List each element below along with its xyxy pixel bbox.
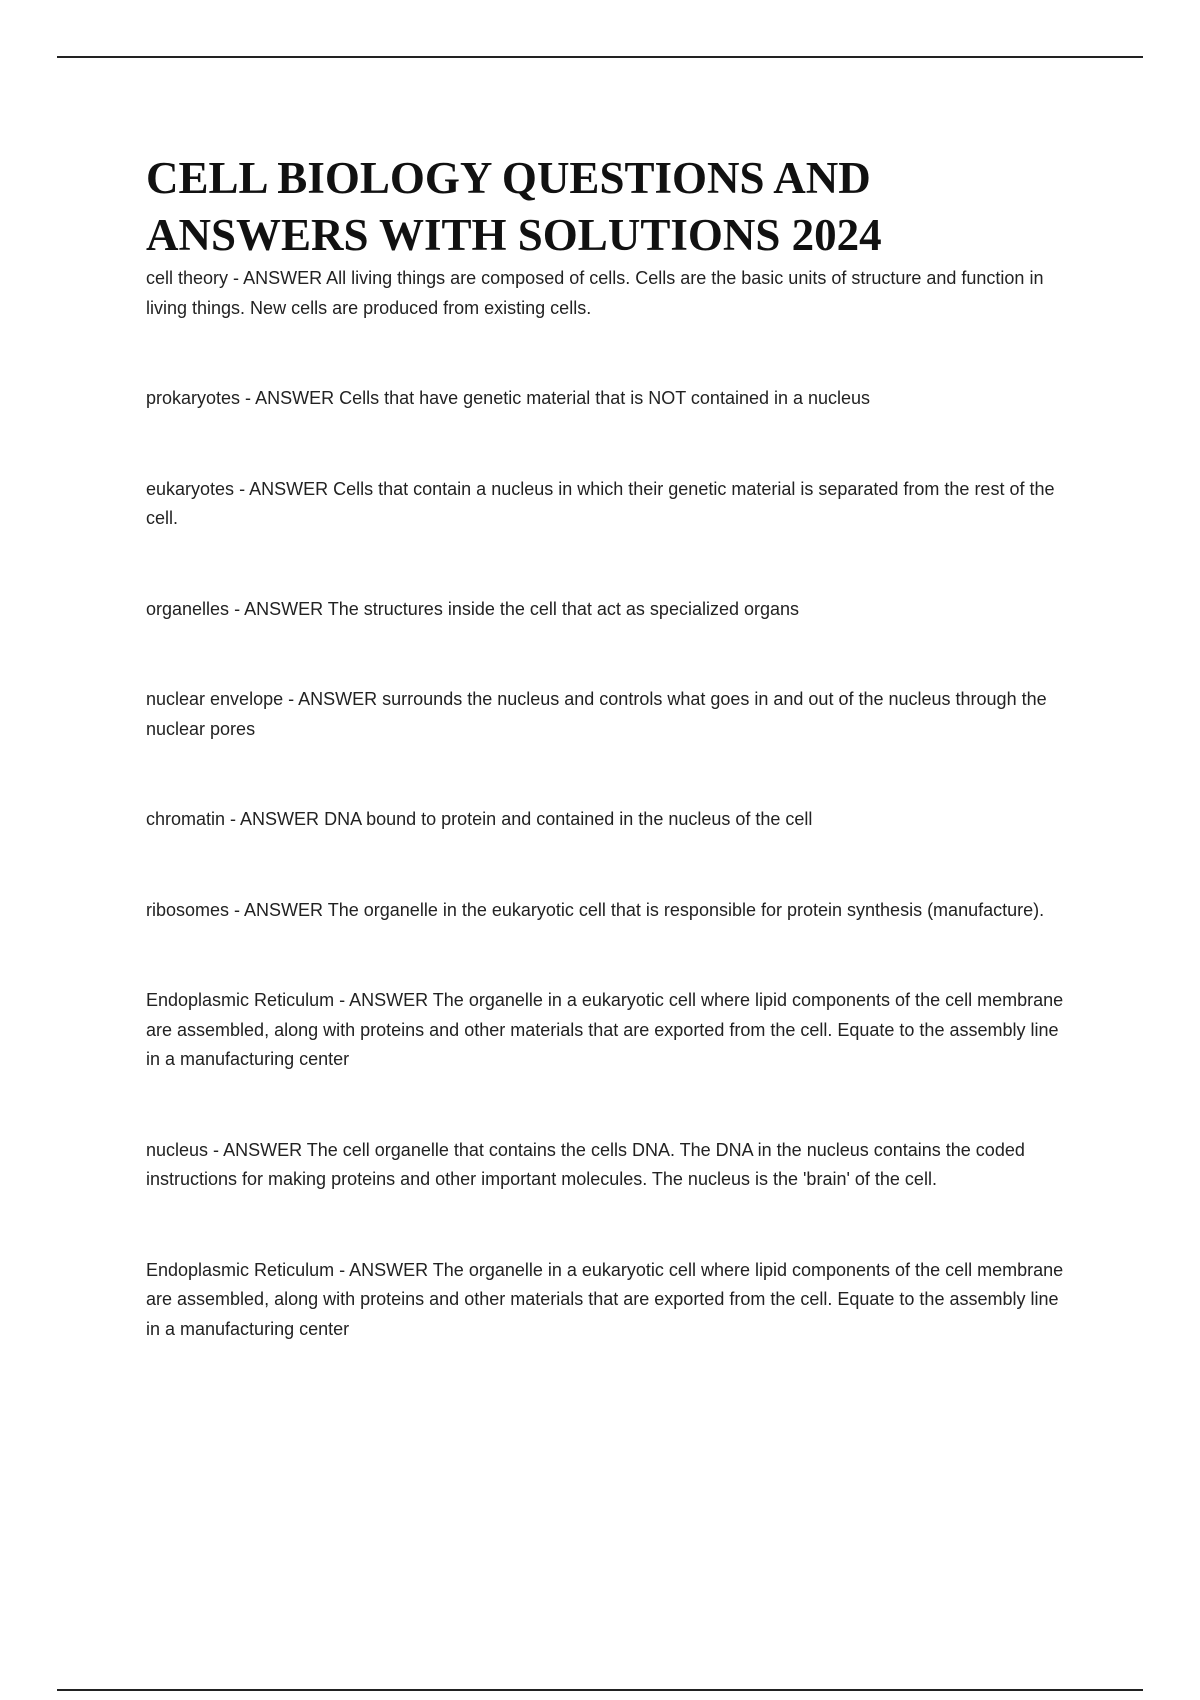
document-title: CELL BIOLOGY QUESTIONS AND ANSWERS WITH SOLUTIONS 2024 xyxy=(146,153,882,260)
qa-entry-organelles: organelles - ANSWER The structures inside the cell that act as specialized organs xyxy=(146,598,800,619)
qa-entry-nucleus: nucleus - ANSWER The cell organelle that contains the cells DNA. The DNA in the nucleus contains the coded instructions for making proteins and other important molecules. The nucleus is the 'brain' of the cell. xyxy=(146,1139,1025,1189)
qa-answer: The organelle in a eukaryotic cell where lipid components of the cell membrane are assembled, along with proteins and other materials that are exported from the cell. Equate to the assembly line in a manufacturing center xyxy=(146,990,1064,1069)
qa-answer: The structures inside the cell that act as specialized organs xyxy=(327,598,800,619)
qa-entry-nuclear-envelope: nuclear envelope - ANSWER surrounds the nucleus and controls what goes in and out of the nucleus through the nuclear pores xyxy=(146,689,1047,739)
document-body xyxy=(146,150,1076,1344)
qa-entry-ribosomes: ribosomes - ANSWER The organelle in the eukaryotic cell that is responsible for protein synthesis (manufacture). xyxy=(146,899,1045,920)
qa-answer: surrounds the nucleus and controls what goes in and out of the nucleus through the nuclear pores xyxy=(146,689,1047,739)
qa-answer-label: ANSWER xyxy=(255,388,335,408)
qa-answer-label: ANSWER xyxy=(349,990,429,1010)
qa-answer-label: ANSWER xyxy=(243,268,323,288)
qa-answer: Cells that contain a nucleus in which their genetic material is separated from the rest of the cell. xyxy=(146,478,1055,528)
qa-list xyxy=(146,264,1076,1344)
qa-answer-label: ANSWER xyxy=(298,689,378,709)
qa-answer: The organelle in the eukaryotic cell that is responsible for protein synthesis (manufacture). xyxy=(327,899,1045,920)
qa-term: nuclear envelope xyxy=(146,689,284,709)
qa-entry-prokaryotes: prokaryotes - ANSWER Cells that have genetic material that is NOT contained in a nucleus xyxy=(146,388,871,408)
qa-answer: Cells that have genetic material that is NOT contained in a nucleus xyxy=(339,388,871,408)
qa-term: chromatin xyxy=(146,809,226,829)
qa-entry-chromatin: chromatin - ANSWER DNA bound to protein and contained in the nucleus of the cell xyxy=(146,809,813,829)
qa-answer-label: ANSWER xyxy=(223,1139,303,1160)
qa-term: organelles xyxy=(146,598,230,619)
qa-answer: The cell organelle that contains the cells DNA. The DNA in the nucleus contains the coded instructions for making proteins and other important molecules. The nucleus is the 'brain' of the cell. xyxy=(146,1139,1025,1189)
qa-term: prokaryotes xyxy=(146,388,241,408)
qa-answer-label: ANSWER xyxy=(244,598,324,619)
qa-answer-label: ANSWER xyxy=(244,899,324,920)
qa-term: nucleus xyxy=(146,1139,209,1160)
top-rule xyxy=(57,56,1143,58)
qa-answer-label: ANSWER xyxy=(240,809,320,829)
qa-term: ribosomes xyxy=(146,899,230,920)
qa-answer: The organelle in a eukaryotic cell where lipid components of the cell membrane are assembled, along with proteins and other materials that are exported from the cell. Equate to the assembly line in a manufacturing center xyxy=(146,1259,1064,1339)
qa-term: Endoplasmic Reticulum xyxy=(146,1259,335,1280)
qa-answer-label: ANSWER xyxy=(249,478,329,499)
qa-answer-label: ANSWER xyxy=(349,1259,429,1280)
qa-term: eukaryotes xyxy=(146,478,235,499)
qa-entry-cell-theory: cell theory - ANSWER All living things are composed of cells. Cells are the basic units of structure and function in living things. New cells are produced from existing cells. xyxy=(146,268,1044,318)
bottom-rule xyxy=(57,1689,1143,1691)
qa-answer: DNA bound to protein and contained in the nucleus of the cell xyxy=(324,809,813,829)
qa-term: Endoplasmic Reticulum xyxy=(146,990,335,1010)
qa-answer: All living things are composed of cells. Cells are the basic units of structure and function in living things. New cells are produced from existing cells. xyxy=(146,268,1044,318)
qa-term: cell theory xyxy=(146,268,229,288)
qa-entry-eukaryotes: eukaryotes - ANSWER Cells that contain a nucleus in which their genetic material is separated from the rest of the cell. xyxy=(146,478,1055,528)
qa-entry-endoplasmic-reticulum: Endoplasmic Reticulum - ANSWER The organelle in a eukaryotic cell where lipid components of the cell membrane are assembled, along with proteins and other materials that are exported from the cell. Equate to the assembly line in a manufacturing center xyxy=(146,990,1064,1069)
qa-entry-endoplasmic-reticulum-repeat: Endoplasmic Reticulum - ANSWER The organelle in a eukaryotic cell where lipid components of the cell membrane are assembled, along with proteins and other materials that are exported from the cell. Equate to the assembly line in a manufacturing center xyxy=(146,1259,1064,1339)
